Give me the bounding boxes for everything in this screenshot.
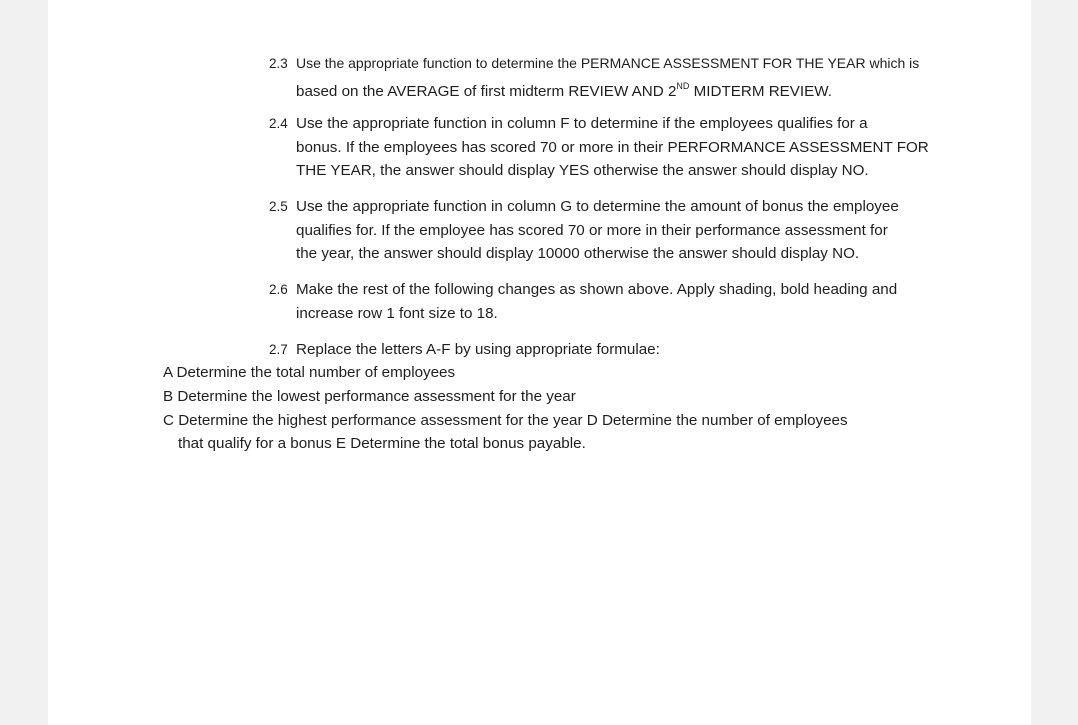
item-2-4 bbox=[269, 112, 969, 183]
list-item-c: C Determine the highest performance assessment for the year D Determine the number of employees bbox=[163, 412, 848, 429]
item-line: qualifies for. If the employee has scored 70 or more in their performance assessment for bbox=[296, 221, 888, 239]
item-line: Use the appropriate function in column G to determine the amount of bonus the employee bbox=[296, 198, 899, 215]
list-item-a: A Determine the total number of employees bbox=[163, 364, 456, 381]
item-line: increase row 1 font size to 18. bbox=[296, 304, 498, 322]
list-item-b: B Determine the lowest performance assessment for the year bbox=[163, 388, 576, 405]
item-number: 2.7 bbox=[269, 342, 288, 357]
item-line: Make the rest of the following changes as shown above. Apply shading, bold heading and bbox=[296, 281, 898, 298]
item-2-5 bbox=[269, 195, 969, 266]
item-2-6 bbox=[269, 278, 969, 325]
item-number: 2.5 bbox=[269, 199, 288, 214]
document-page bbox=[48, 0, 1031, 725]
item-number: 2.3 bbox=[269, 56, 288, 71]
list-item-c-continued: that qualify for a bonus E Determine the total bonus payable. bbox=[178, 435, 586, 452]
item-line: Use the appropriate function in column F to determine if the employees qualifies for a bbox=[296, 115, 868, 132]
item-line: Use the appropriate function to determine the PERMANCE ASSESSMENT FOR THE YEAR which is bbox=[296, 55, 920, 71]
item-line: THE YEAR, the answer should display YES otherwise the answer should display NO. bbox=[296, 162, 869, 179]
item-line: based on the AVERAGE of first midterm REVIEW AND 2 bbox=[296, 82, 677, 100]
item-number: 2.6 bbox=[269, 282, 288, 297]
item-number: 2.4 bbox=[269, 116, 288, 131]
item-2-3 bbox=[269, 52, 969, 103]
item-line: Replace the letters A-F by using appropriate formulae: bbox=[296, 341, 660, 358]
item-line-tail: MIDTERM REVIEW. bbox=[689, 82, 832, 100]
item-2-7 bbox=[269, 338, 969, 362]
superscript-nd: ND bbox=[676, 80, 690, 91]
item-line: the year, the answer should display 10000 otherwise the answer should display NO. bbox=[296, 245, 860, 262]
item-line: bonus. If the employees has scored 70 or more in their PERFORMANCE ASSESSMENT FOR bbox=[296, 138, 929, 156]
